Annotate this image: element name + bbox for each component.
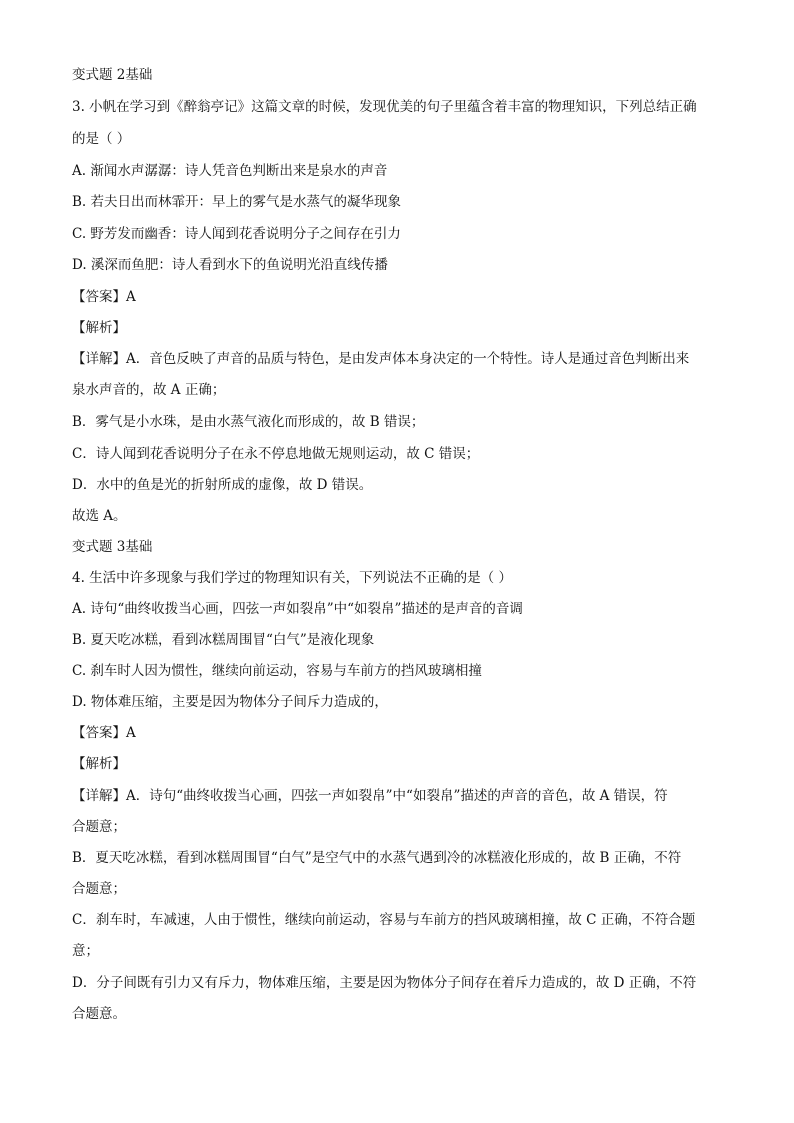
- detail-line: B．雾气是小水珠，是由水蒸气液化而形成的，故 B 错误；: [72, 414, 425, 430]
- option-d: D. 溪深而鱼肥：诗人看到水下的鱼说明光沿直线传播: [72, 257, 388, 273]
- detail-line: 【详解】A．诗句“曲终收拨当心画，四弦一声如裂帛”中“如裂帛”描述的声音的音色，故 A 错误，符: [72, 788, 668, 804]
- option-c: C. 野芳发而幽香：诗人闻到花香说明分子之间存在引力: [72, 226, 401, 242]
- detail-line: D．分子间既有引力又有斥力，物体难压缩，主要是因为物体分子间存在着斥力造成的，故 D 正确，不符: [72, 975, 697, 991]
- detail-line: C．诗人闻到花香说明分子在永不停息地做无规则运动，故 C 错误；: [72, 446, 480, 462]
- detail-line: 合题意；: [72, 881, 126, 897]
- section-header: 变式题 2基础: [72, 67, 153, 83]
- analysis-label: 【解析】: [72, 756, 126, 772]
- detail-line: 合题意。: [72, 1006, 126, 1022]
- question-stem: 3. 小帆在学习到《醉翁亭记》这篇文章的时候，发现优美的句子里蕴含着丰富的物理知识，下列总结正确: [72, 99, 697, 115]
- detail-line: 【详解】A．音色反映了声音的品质与特色，是由发声体本身决定的一个特性。诗人是通过音色判断出来: [72, 351, 690, 367]
- detail-line: 故选 A。: [72, 508, 127, 524]
- answer-label: 【答案】A: [72, 289, 136, 305]
- analysis-label: 【解析】: [72, 320, 126, 336]
- option-b: B. 若夫日出而林霏开：早上的雾气是水蒸气的凝华现象: [72, 194, 402, 210]
- question-stem: 的是（ ）: [72, 131, 131, 147]
- option-c: C. 刹车时人因为惯性，继续向前运动，容易与车前方的挡风玻璃相撞: [72, 663, 482, 679]
- detail-line: 意；: [72, 943, 99, 959]
- detail-line: D．水中的鱼是光的折射所成的虚像，故 D 错误。: [72, 477, 373, 493]
- option-a: A. 渐闻水声潺潺：诗人凭音色判断出来是泉水的声音: [72, 163, 388, 179]
- answer-label: 【答案】A: [72, 725, 136, 741]
- detail-line: C．刹车时，车减速，人由于惯性，继续向前运动，容易与车前方的挡风玻璃相撞，故 C 正确，不符合题: [72, 912, 696, 928]
- option-d: D. 物体难压缩，主要是因为物体分子间斥力造成的，: [72, 694, 388, 710]
- option-b: B. 夏天吃冰糕，看到冰糕周围冒“白气”是液化现象: [72, 632, 375, 648]
- detail-line: 合题意；: [72, 819, 126, 835]
- option-a: A. 诗句“曲终收拨当心画，四弦一声如裂帛”中“如裂帛”描述的是声音的音调: [72, 601, 523, 617]
- detail-line: 泉水声音的，故 A 正确；: [72, 382, 226, 398]
- question-stem: 4. 生活中许多现象与我们学过的物理知识有关，下列说法不正确的是（ ）: [72, 570, 512, 586]
- section-header: 变式题 3基础: [72, 539, 153, 555]
- detail-line: B．夏天吃冰糕，看到冰糕周围冒“白气”是空气中的水蒸气遇到冷的冰糕液化形成的，故 B 正确，不符: [72, 850, 682, 866]
